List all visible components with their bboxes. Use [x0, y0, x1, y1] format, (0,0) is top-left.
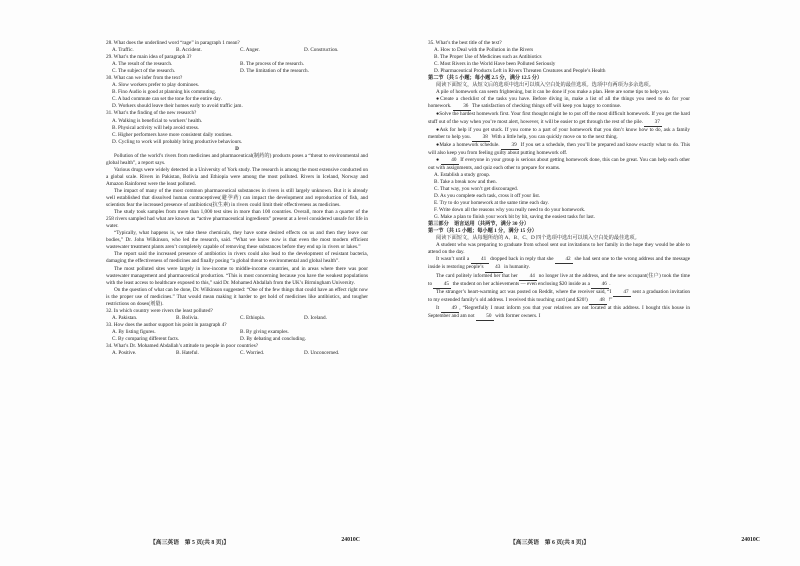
question-33-stem: 33. How does the author support his point in paragraph 4? [106, 321, 227, 328]
question-32-stem: 32. In which country were rivers the least polluted? [106, 307, 213, 314]
passage-paragraph: “Typically, what happens is, we take these chemicals, they have some desired effects on us and then they leave our bodies,” Dr. John Wilkinson, who led the research, said. “What we know now is that even the most modern efficient wastewater treatment plants aren’t completely capable of removing these substances before they end up in rivers or lakes.” [106, 230, 368, 251]
passage-paragraph [428, 111, 690, 126]
choice: E. Try to do your homework at the same time each day. [434, 200, 549, 207]
passage-paragraph: The impact of many of the most common pharmaceutical substances in rivers is still largely unknown. But it is already well established that dissolved human contraceptives(避孕药) can impact the development and reproduction of fish, and scientists fear the increased presence of antibiotics(抗生素) in rivers could limit their effectiveness as medicines. [106, 187, 368, 209]
text: It [436, 304, 440, 311]
option: D. Cycling to work will probably bring productive behaviours. [112, 138, 243, 145]
footer-title: 【高三英语 第 5 页(共 8 页)】 [150, 540, 230, 546]
question-35-stem: 35. What’s the best title of the text? [428, 40, 502, 46]
option: B. The process of the research. [240, 61, 305, 68]
passage-paragraph [428, 289, 690, 305]
option: A. Walking is beneficial to workers’ health. [112, 117, 203, 124]
text: sent a graduation invitation to my extended family’s old address. I received this touching card (and $20!) [428, 288, 691, 303]
section-2-header: 第二节（共 5 小题；每小题 2.5 分，满分 12.5 分） [428, 75, 543, 82]
option: C. By comparing different facts. [112, 335, 180, 342]
option: D. Construction. [304, 47, 339, 54]
text: the student on her achievements — even enclosing $20 inside as a [452, 280, 590, 287]
blank-42: 42 [555, 256, 573, 264]
text: . [609, 280, 611, 287]
text: The card politely informed her that her [436, 272, 518, 279]
option: C. Worried. [240, 350, 265, 357]
text: in humanity. [504, 264, 530, 271]
blank-39: 39 [501, 142, 519, 150]
left-column [106, 40, 368, 357]
footer-title: 【高三英语 第 6 页(共 8 页)】 [510, 540, 590, 546]
question-31-stem: 31. What’s the finding of the new research? [106, 110, 197, 117]
text: It wasn’t until a [436, 256, 470, 263]
passage-paragraph [428, 273, 690, 289]
passage-paragraph [428, 96, 690, 111]
question-34-stem: 34. What’s Dr. Mohamed Abdallah’s attitude to people in poor countries? [106, 343, 259, 350]
part-3-header: 第三部分 语言运用（共两节，满分 30 分） [428, 221, 530, 228]
option: D. Iceland. [304, 314, 327, 321]
blank-44: 44 [519, 273, 537, 281]
passage-paragraph: The report said the increased presence of antibiotics in rivers could also lead to the development of resistant bacteria, damaging the effectiveness of medicines and finally posing “a global threat to environmental and global health”. [106, 251, 368, 265]
passage-paragraph [428, 256, 690, 272]
option: B. Hateful. [176, 350, 199, 357]
passage-paragraph: Various drugs were widely detected in a University of York study. The research is among the most extensive conducted on a global scale. Rivers in Pakistan, Bolivia and Ethiopia were among the most polluted. Rivers in Iceland, Norway and Amazon Rainforest were the least polluted. [106, 166, 368, 187]
passage-paragraph [428, 127, 690, 142]
part-3-instructions: 阅读下面短文，从每题所给的 A、B、C、D 四个选项中选出可以填入空白处的最佳选项。 [436, 235, 640, 242]
option: D. Pharmaceutical Products Left in Rivers Threaten Creatures and People’s Health [434, 68, 606, 75]
blank-40: 40 [441, 157, 459, 165]
option: D. By debating and concluding. [240, 335, 306, 342]
passage-paragraph [428, 305, 690, 321]
text: dropped back in reply that she [490, 256, 554, 263]
blank-47: 47 [613, 289, 631, 297]
choice: D. As you complete each task, cross it off your list. [434, 192, 541, 199]
section-2-instructions: 阅读下面短文，从短文后的选项中选出可以填入空白处的最佳选项。选项中有两项为多余选项。 [436, 82, 654, 89]
blank-36: 36 [453, 103, 471, 111]
page-footer [150, 537, 360, 546]
choice: A. Establish a study group. [434, 171, 491, 178]
blank-38: 38 [472, 134, 490, 142]
passage-paragraph [428, 142, 690, 157]
passage-paragraph: On the question of what can be done, Dr. Wilkinson suggested: “One of the few things that could have an effect right now is the proper use of medicines.” That would mean making it harder to get hold of medicines like antibiotics, and tougher restrictions on doses(剂量). [106, 286, 368, 307]
option: A. The result of the research. [112, 61, 173, 68]
option: D. Unconcerned. [304, 350, 340, 357]
option: D. Workers should leave their homes early to avoid traffic jam. [112, 103, 243, 110]
text: !” [608, 296, 613, 303]
text: no longer live at the address, and the new occupant(住户) took the time to [428, 272, 690, 287]
choice: G. Make a plan to finish your work bit by bit, saving the easiest tasks for last. [434, 214, 595, 221]
question-30-stem: 30. What can we infer from the text? [106, 75, 183, 82]
text: ●Make a homework schedule. [436, 141, 500, 148]
blank-43: 43 [485, 264, 503, 272]
passage-d-heading: D [235, 145, 239, 152]
page-footer [510, 537, 760, 546]
text: ●Create a checklist of the tasks you have. Before diving in, make a list of all the things you need to do for your homework. [428, 96, 690, 110]
option: A. Positive. [112, 350, 137, 357]
option: D. The limitation of the research. [240, 68, 309, 75]
question-33-options-2 [106, 336, 368, 343]
option: A. Traffic. [112, 47, 134, 54]
passage-paragraph: A student who was preparing to graduate from school sent out invitations to her family in the hope they would be able to attend on the day. [428, 242, 690, 256]
text: With a little help, you can quickly move on to the next thing. [491, 133, 618, 140]
text: If you set a schedule, then you’ll be prepared and know exactly what to do. This will also keep you from feeling guilty about putting homework off. [428, 141, 691, 156]
blank-49: 49 [441, 305, 459, 313]
footer-code: 24010C [341, 537, 360, 543]
blank-37: 37 [644, 119, 662, 127]
passage-paragraph: The most polluted sites were largely in low-income to middle-income countries, and in areas where there was poor wastewater management and pharmaceutical production. “This is most concerning because you have the weakest populations with the least access to healthcare exposed to this,” said Dr. Mohamed Abdallah from the UK’s Birmingham University. [106, 265, 368, 286]
question-33-options [106, 329, 368, 336]
choice: B. Take a break now and then. [434, 178, 497, 185]
question-32-options [106, 315, 368, 322]
option: A. Pakistan. [112, 314, 138, 321]
footer-code: 24010C [741, 537, 760, 543]
option: B. Bolivia. [176, 314, 199, 321]
text: ●Ask for help if you get stuck. If you come to a part of your homework that you don’t know how to do, ask a family member to help you. [428, 126, 690, 140]
option: C. Most Rivers in the World Have been Polluted Seriously [434, 61, 556, 68]
option: B. By giving examples. [240, 328, 289, 335]
option: C. Anger. [240, 47, 260, 54]
question-29-stem: 29. What’s the main idea of paragraph 3? [106, 54, 192, 61]
text: If everyone in your group is serious about getting homework done, this can be great. You can help each other out with assignments, and quiz each other to prepare for exams. [428, 156, 691, 171]
exam-page-6 [400, 0, 800, 566]
text: she had sent one to the wrong address and the message inside is restoring people’s [428, 256, 691, 271]
choice: F. Write down all the reasons why you really need to do your homework. [434, 207, 586, 214]
passage-paragraph: ● 40 If everyone in your group is serious about getting homework done, this can be great. You can help each other out with assignments, and quiz each other to prepare for exams. [428, 156, 691, 171]
option: B. Fino Audio is good at planning his commuting. [112, 89, 217, 96]
option: C. Ethiopia. [240, 314, 265, 321]
text: The stranger’s heart-warming act was posted on Reddit, where the receiver said, “I [436, 288, 612, 295]
blank-45: 45 [433, 281, 451, 289]
text: with former owners. I [495, 312, 541, 319]
passage-paragraph: The study took samples from more than 1,000 test sites in more than 100 countries. Overall, more than a quarter of the 258 rivers sampled had what are known as “active pharmaceutical ingredients” present at a level considered unsafe for life in water. [106, 209, 368, 230]
text: , “Regretfully I must inform you that your relatives are not located at this address. I bought this house in September and am not [428, 304, 690, 319]
passage-paragraph: A pile of homework can seem frightening, but it can be done if you make a plan. Here are some tips to help you. [436, 89, 670, 96]
part-3-subheader: 第一节（共 15 小题；每小题 1 分，满分 15 分） [428, 228, 537, 235]
choice: C. That way, you won’t get discouraged. [434, 185, 519, 192]
right-column [428, 40, 690, 321]
blank-46: 46 [591, 281, 609, 289]
option: B. Accident. [176, 47, 202, 54]
question-28-stem: 28. What does the underlined word “rage” in paragraph 1 mean? [106, 40, 240, 46]
option: A. By listing figures. [112, 328, 156, 335]
option: C. A bad commute can set the tone for the entire day. [112, 96, 222, 103]
passage-paragraph: Pollution of the world’s rivers from medicines and pharmaceutical(制药的) products poses a “threat to environmental and global health”, a report says. [106, 152, 368, 166]
blank-50: 50 [476, 313, 494, 321]
option: A. Slow workers prefer to play dominoes. [112, 82, 200, 89]
blank-48: 48 [589, 297, 607, 305]
option: B. The Proper Use of Medicines such as Antibiotics [434, 54, 542, 61]
text: ●Solve the hardest homework first. Your first thought might be to put off the most difficult homework. If you get the hard stuff out of the way when you’re most alert, however, it will be easier to get through the rest of the pile. [428, 111, 690, 125]
option: A. How to Deal with the Pollution in the Rivers [434, 47, 534, 54]
question-34-options [106, 350, 368, 357]
blank-41: 41 [471, 256, 489, 264]
option: C. Higher performers have more consistent daily routines. [112, 131, 233, 138]
text: The satisfaction of checking things off will keep you happy to continue. [471, 103, 622, 110]
option: B. Physical activity will help avoid stress. [112, 124, 200, 131]
option: C. The subject of the research. [112, 68, 176, 75]
